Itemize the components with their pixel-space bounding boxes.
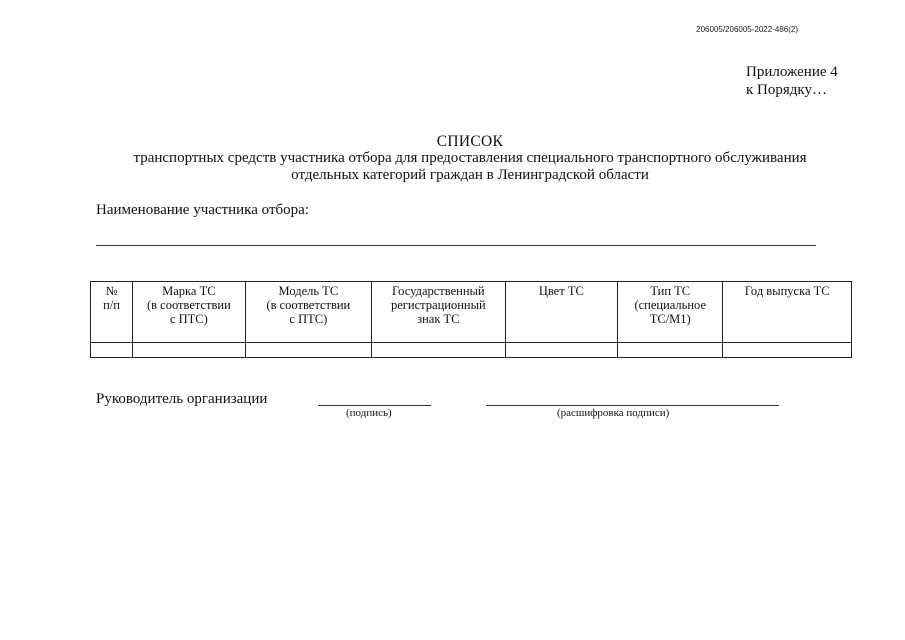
signature-field-line[interactable] <box>318 405 431 406</box>
title-main: СПИСОК <box>436 133 504 150</box>
header-text: (в соответствии <box>146 298 231 312</box>
header-model <box>245 282 371 343</box>
table-cell[interactable] <box>618 343 723 358</box>
table-row <box>91 343 852 358</box>
table-header-row <box>91 282 852 343</box>
signature-decode-field-line[interactable] <box>486 405 779 406</box>
title-line-2: отдельных категорий граждан в Ленинградской области <box>291 167 649 183</box>
vehicles-table <box>90 281 852 358</box>
header-text: с ПТС) <box>289 312 328 326</box>
signature-decode-caption: (расшифровка подписи) <box>557 407 670 419</box>
table-cell[interactable] <box>245 343 371 358</box>
document-code: 206005/206005-2022-486(2) <box>696 25 798 34</box>
header-plate <box>372 282 506 343</box>
header-number <box>91 282 133 343</box>
header-text: Модель ТС <box>278 284 339 298</box>
table-cell[interactable] <box>505 343 617 358</box>
header-text: п/п <box>103 298 120 312</box>
header-text: Тип ТС <box>650 284 691 298</box>
table-cell[interactable] <box>133 343 245 358</box>
header-year <box>723 282 852 343</box>
header-text: знак ТС <box>417 312 460 326</box>
header-brand <box>133 282 245 343</box>
appendix-line-1: Приложение 4 <box>746 64 838 80</box>
table-cell[interactable] <box>372 343 506 358</box>
header-text: № <box>105 284 118 298</box>
document-title <box>90 133 850 184</box>
header-type <box>618 282 723 343</box>
appendix-line-2: к Порядку… <box>746 82 827 98</box>
table-cell[interactable] <box>91 343 133 358</box>
head-of-organization-label: Руководитель организации <box>96 391 268 407</box>
header-text: Цвет ТС <box>538 284 584 298</box>
signature-caption: (подпись) <box>346 407 392 419</box>
appendix-note <box>746 63 838 99</box>
header-text: Государственный <box>392 284 485 298</box>
header-text: (в соответствии <box>266 298 351 312</box>
header-text: с ПТС) <box>169 312 208 326</box>
header-text: ТС/М1) <box>649 312 691 326</box>
table-cell[interactable] <box>723 343 852 358</box>
participant-name-field-line[interactable] <box>96 245 816 246</box>
header-text: (специальное <box>634 298 707 312</box>
header-text: регистрационный <box>391 298 486 312</box>
header-color <box>505 282 617 343</box>
header-text: Марка ТС <box>162 284 216 298</box>
header-text: Год выпуска ТС <box>744 284 830 298</box>
title-line-1: транспортных средств участника отбора для предоставления специального транспортного обслуживания <box>133 150 807 166</box>
participant-name-label: Наименование участника отбора: <box>96 202 309 218</box>
